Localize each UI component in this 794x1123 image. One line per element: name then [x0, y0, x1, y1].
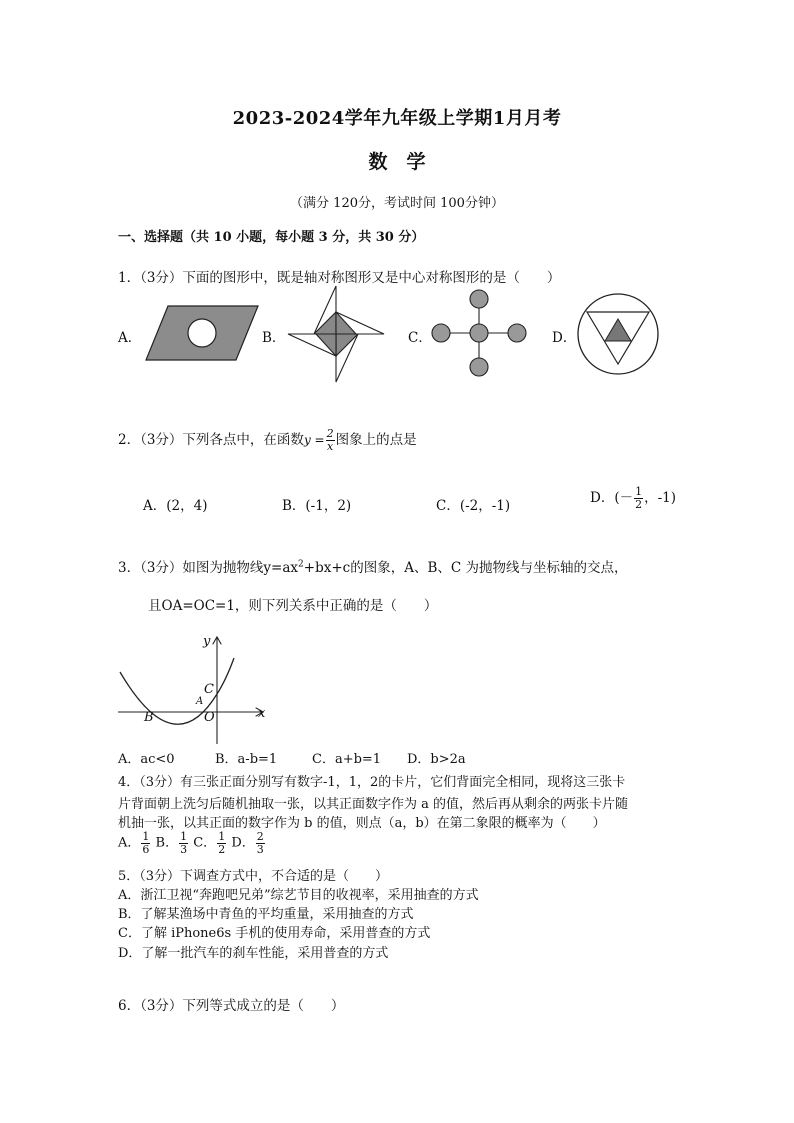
- q3-label-a: A: [196, 696, 204, 707]
- section-heading: 一、选择题（共 10 小题，每小题 3 分，共 30 分）: [118, 230, 425, 245]
- question-1-stem: 1．（3分）下面的图形中，既是轴对称图形又是中心对称图形的是（ ）: [118, 270, 561, 286]
- q4-line-2: 片背面朝上洗匀后随机抽取一张，以其正面数字作为 a 的值，然后再从剩余的两张卡片随: [118, 797, 629, 812]
- q3-line1-prefix: 3．（3分）如图为抛物线y=ax: [118, 560, 299, 576]
- q1-figure-d-circle-triangles: [575, 292, 661, 376]
- q3-parabola-graph: [112, 632, 282, 747]
- q4-option-b-num: 1: [180, 830, 188, 843]
- q2-func-denominator: x: [326, 440, 334, 453]
- q5-option-c: C．了解 iPhone6s 手机的使用寿命，采用普查的方式: [118, 926, 431, 941]
- q2-func-fraction: [326, 428, 335, 452]
- q2-option-d: [590, 486, 676, 511]
- q2-option-d-numerator: 1: [635, 485, 643, 499]
- q4-option-a-fraction: [141, 831, 150, 855]
- q2-stem-after: 图象上的点是: [335, 432, 417, 448]
- q4-option-d-den: 3: [256, 842, 264, 856]
- q2-option-d-fraction: [634, 486, 643, 510]
- question-3-stem-line2: 且OA=OC=1，则下列关系中正确的是（ ）: [148, 598, 438, 614]
- q2-option-d-suffix: ，-1): [644, 490, 677, 506]
- q4-option-c-num: 1: [218, 830, 226, 843]
- q2-option-c: C．(-2，-1): [436, 498, 511, 514]
- q4-line-3: 机抽一张，以其正面的数字作为 b 的值，则点（a，b）在第二象限的概率为（ ）: [118, 816, 606, 831]
- q3-label-o: O: [204, 710, 215, 725]
- q1-option-c-label: C．: [408, 330, 432, 346]
- exam-title: 2023-2024学年九年级上学期1月月考: [232, 108, 562, 129]
- q3-option-c: C．a+b=1: [312, 752, 382, 767]
- q2-option-a: A．(2，4): [143, 498, 208, 514]
- q1-option-a-label: A．: [118, 330, 142, 346]
- q5-option-d: D．了解一批汽车的刹车性能，采用普查的方式: [118, 946, 389, 961]
- q3-label-b: B: [144, 710, 154, 725]
- q4-line-1: 4．（3分）有三张正面分别写有数字-1，1，2的卡片，它们背面完全相同，现将这三张卡: [118, 775, 626, 790]
- question-2-stem: [118, 428, 417, 453]
- q2-stem-before: 2．（3分）下列各点中，在函数: [118, 432, 304, 448]
- q4-option-c-den: 2: [218, 842, 226, 856]
- q3-label-c: C: [204, 682, 214, 697]
- exam-subtitle: （满分 120分，考试时间 100分钟）: [290, 196, 504, 211]
- subject-heading: 数 学: [368, 151, 426, 173]
- q4-option-a-den: 6: [142, 842, 150, 856]
- q4-option-a-num: 1: [142, 830, 150, 843]
- q3-exponent: 2: [298, 559, 304, 570]
- q3-label-x: x: [258, 706, 266, 721]
- q2-func-numerator: 2: [326, 427, 334, 441]
- q4-option-b-fraction: [179, 831, 188, 855]
- q1-figure-c-cross-circles: [430, 287, 526, 379]
- q2-option-d-prefix: D．(－: [590, 490, 634, 506]
- q4-option-d-label: D．: [231, 835, 255, 851]
- q2-option-b: B．(-1，2): [282, 498, 352, 514]
- question-3-stem-line1: [118, 556, 628, 576]
- q4-option-c-fraction: [217, 831, 226, 855]
- q3-line1-suffix: +bx+c的图象，A、B、C 为抛物线与坐标轴的交点，: [303, 560, 628, 576]
- q1-option-b-label: B．: [262, 330, 286, 346]
- q4-option-a-label: A．: [118, 835, 141, 851]
- q5-option-b: B．了解某渔场中青鱼的平均重量，采用抽查的方式: [118, 907, 414, 922]
- q4-option-b-den: 3: [180, 842, 188, 856]
- q3-option-d: D．b>2a: [407, 752, 466, 767]
- q5-stem: 5．（3分）下调查方式中，不合适的是（ ）: [118, 869, 389, 884]
- q2-func-y: y =: [303, 433, 325, 447]
- q6-stem: 6．（3分）下列等式成立的是（ ）: [118, 998, 345, 1014]
- q4-option-c-label: C．: [193, 835, 217, 851]
- q1-figure-b-pinwheel: [286, 286, 386, 382]
- q1-option-d-label: D．: [552, 330, 577, 346]
- q3-option-a: A．ac<0: [118, 752, 175, 767]
- q4-option-d-num: 2: [256, 830, 264, 843]
- q4-option-d-fraction: [256, 831, 265, 855]
- q3-option-b: B．a-b=1: [215, 752, 278, 767]
- q4-options: [118, 831, 266, 855]
- q4-option-b-label: B．: [155, 835, 179, 851]
- q2-option-d-denominator: 2: [635, 498, 643, 511]
- q1-figure-a-parallelogram: [146, 305, 258, 361]
- q5-option-a: A．浙江卫视“奔跑吧兄弟”综艺节目的收视率，采用抽查的方式: [118, 888, 479, 903]
- q3-label-y: y: [203, 634, 211, 649]
